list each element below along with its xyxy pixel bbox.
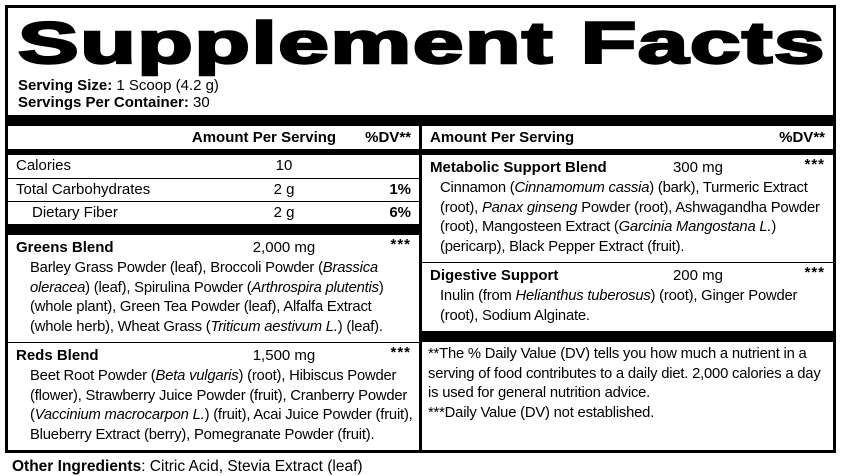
servings-per-container-line	[18, 95, 823, 112]
nutrient-row-dietary-fiber	[8, 201, 419, 224]
thick-divider-bar	[8, 115, 833, 126]
left-column	[8, 126, 422, 450]
right-column-header	[422, 126, 833, 149]
footnote-daily-value: **The % Daily Value (DV) tells you how much a nutrient in a serving of food contributes to a daily diet. 2,000 calories a day is used for general nutrition advice.	[428, 346, 821, 401]
serving-info	[8, 77, 833, 115]
nutrient-amount: 2 g	[273, 181, 295, 198]
serving-size-line	[18, 78, 823, 95]
nutrient-name: Calories	[16, 157, 72, 174]
blend-reds	[8, 342, 419, 450]
amount-per-serving-header: Amount Per Serving	[430, 129, 575, 146]
thick-divider-bar	[8, 224, 419, 235]
blend-name: Metabolic Support Blend	[430, 159, 607, 176]
other-ingredients-line	[0, 453, 842, 476]
blend-ingredients: Barley Grass Powder (leaf), Broccoli Powder (Brassica oleracea) (leaf), Spirulina Powder (Arthrospira plutentis) (whole plant), Green Tea Powder (leaf), Alfalfa Extract (whole herb), Wheat Grass (Triticum aestivum L.) (leaf).	[30, 260, 384, 335]
amount-per-serving-header: Amount Per Serving	[191, 129, 337, 146]
blend-metabolic-support	[422, 155, 833, 262]
dv-header: %DV**	[365, 129, 411, 146]
blend-digestive-support	[422, 262, 833, 331]
blend-greens	[8, 235, 419, 342]
blend-name: Digestive Support	[430, 267, 559, 284]
serving-size-value: 1 Scoop (4.2 g)	[112, 77, 219, 94]
nutrient-amount: 10	[275, 157, 293, 174]
blend-title-row	[422, 155, 833, 179]
servings-per-container-label: Servings Per Container:	[18, 93, 189, 111]
blend-dv-stars: ***	[390, 344, 411, 361]
blend-dv-stars: ***	[390, 236, 411, 253]
page-title: Supplement Facts	[18, 11, 826, 76]
other-ingredients-label: Other Ingredients	[12, 458, 142, 475]
panel-title-wrap	[8, 8, 833, 77]
blend-name: Greens Blend	[16, 239, 114, 256]
nutrient-amount: 2 g	[273, 204, 295, 221]
blend-title-row	[8, 343, 419, 367]
supplement-facts-panel	[5, 5, 836, 453]
nutrient-row-total-carbohydrates	[8, 178, 419, 201]
blend-name: Reds Blend	[16, 347, 99, 364]
left-column-header	[8, 126, 419, 149]
servings-per-container-value: 30	[188, 93, 210, 111]
nutrient-dv: 6%	[389, 204, 411, 221]
right-column	[422, 126, 833, 450]
blend-dv-stars: ***	[804, 264, 825, 281]
dv-header: %DV**	[779, 129, 825, 146]
blend-ingredients: Inulin (from Helianthus tuberosus) (root), Ginger Powder (root), Sodium Alginate.	[440, 288, 798, 324]
other-ingredients-value: : Citric Acid, Stevia Extract (leaf)	[141, 458, 363, 475]
blend-amount: 1,500 mg	[252, 347, 316, 364]
thick-divider-bar	[422, 331, 833, 342]
facts-columns	[8, 126, 833, 450]
serving-size-label: Serving Size:	[18, 77, 113, 94]
blend-dv-stars: ***	[804, 156, 825, 173]
blend-title-row	[8, 235, 419, 259]
footnote-dv-not-established: ***Daily Value (DV) not established.	[428, 404, 655, 421]
nutrient-name: Total Carbohydrates	[16, 181, 151, 198]
nutrient-row-calories	[8, 155, 419, 178]
blend-title-row	[422, 263, 833, 287]
blend-ingredients: Cinnamon (Cinnamomum cassia) (bark), Turmeric Extract (root), Panax ginseng Powder (root), Ashwagandha Powder (root), Mangosteen Extract (Garcinia Mangostana L.) (pericarp), Black Pepper Extract (fruit).	[440, 180, 820, 255]
blend-amount: 2,000 mg	[252, 239, 316, 256]
nutrient-dv: 1%	[389, 181, 411, 198]
panel-title	[16, 13, 830, 77]
blend-amount: 300 mg	[672, 159, 724, 176]
nutrient-name: Dietary Fiber	[32, 204, 118, 221]
blend-ingredients: Beet Root Powder (Beta vulgaris) (root), Hibiscus Powder (flower), Strawberry Juice Powder (fruit), Cranberry Powder (Vaccinium macrocarpon L.) (fruit), Acai Juice Powder (fruit), Blueberry Extract (berry), Pomegranate Powder (fruit).	[30, 368, 413, 443]
footnotes	[422, 342, 833, 429]
blend-amount: 200 mg	[672, 267, 724, 284]
